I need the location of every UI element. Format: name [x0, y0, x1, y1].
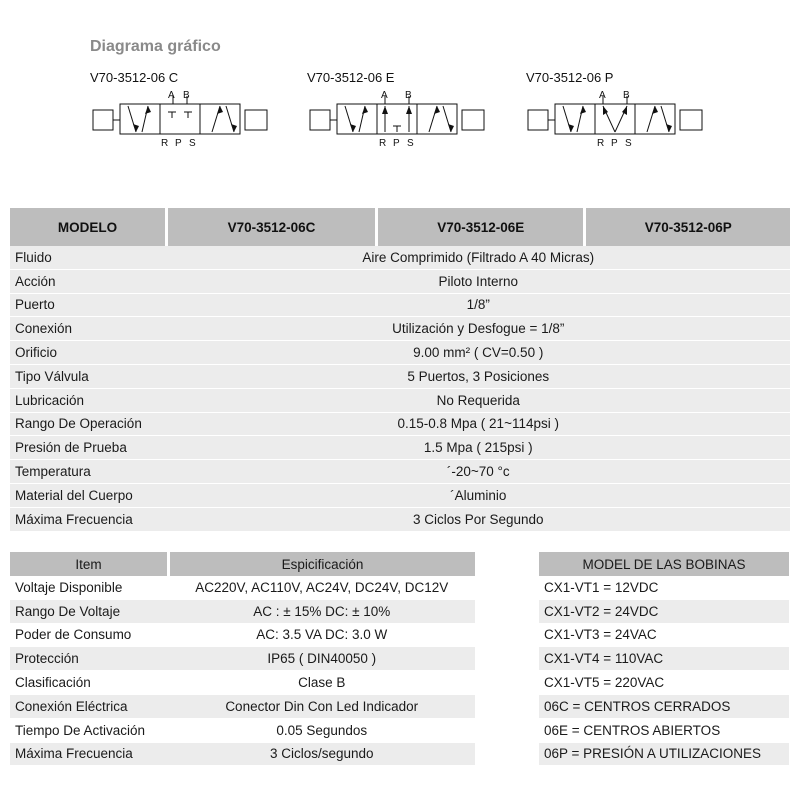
header-06p: V70-3512-06P: [585, 208, 790, 246]
coil-entry: 06P = PRESIÓN A UTILIZACIONES: [539, 742, 789, 766]
row-name: Fluido: [10, 246, 167, 269]
port-r: R: [379, 138, 387, 149]
row-value: ´-20~70 °c: [167, 460, 791, 484]
row-value: 0.05 Segundos: [169, 718, 476, 742]
row-name: Lubricación: [10, 388, 167, 412]
row-name: Material del Cuerpo: [10, 483, 167, 507]
port-p: P: [393, 138, 400, 149]
row-value: AC220V, AC110V, AC24V, DC24V, DC12V: [169, 576, 476, 599]
table-row: [10, 269, 790, 293]
table-row: [10, 341, 790, 365]
row-value: AC : ± 15% DC: ± 10%: [169, 599, 476, 623]
table-row: [539, 671, 789, 695]
row-value: 5 Puertos, 3 Posiciones: [167, 364, 791, 388]
electrical-table: [10, 552, 475, 766]
coil-entry: CX1-VT5 = 220VAC: [539, 671, 789, 695]
spec-header-row: [10, 208, 790, 246]
diagram-label-e: V70-3512-06 E: [307, 70, 395, 85]
port-s: S: [407, 138, 414, 149]
row-value: No Requerida: [167, 388, 791, 412]
header-especificacion: Espicificación: [169, 552, 476, 576]
table-row: [539, 694, 789, 718]
table-row: [10, 694, 475, 718]
row-name: Orificio: [10, 341, 167, 365]
port-b: B: [183, 90, 190, 101]
spec-table: [10, 208, 790, 532]
row-name: Presión de Prueba: [10, 436, 167, 460]
table-row: [10, 647, 475, 671]
table-row: [10, 364, 790, 388]
port-a: A: [168, 90, 175, 101]
row-name: Puerto: [10, 293, 167, 317]
table-row: [539, 623, 789, 647]
table-row: [539, 599, 789, 623]
port-s: S: [189, 138, 196, 149]
row-name: Rango De Voltaje: [10, 599, 169, 623]
header-modelo: MODELO: [10, 208, 167, 246]
port-r: R: [597, 138, 605, 149]
row-value: 3 Ciclos/segundo: [169, 742, 476, 766]
port-p: P: [611, 138, 618, 149]
coil-entry: 06E = CENTROS ABIERTOS: [539, 718, 789, 742]
table-row: [10, 718, 475, 742]
port-s: S: [625, 138, 632, 149]
table-row: [10, 599, 475, 623]
row-value: AC: 3.5 VA DC: 3.0 W: [169, 623, 476, 647]
header-06c: V70-3512-06C: [167, 208, 377, 246]
table-row: [539, 742, 789, 766]
coil-entry: CX1-VT3 = 24VAC: [539, 623, 789, 647]
row-name: Acción: [10, 269, 167, 293]
electrical-header-row: [10, 552, 475, 576]
row-name: Clasificación: [10, 671, 169, 695]
table-row: [539, 647, 789, 671]
coil-entry: CX1-VT1 = 12VDC: [539, 576, 789, 599]
table-row: [10, 623, 475, 647]
valve-diagram-c: [88, 88, 273, 150]
diagram-label-c: V70-3512-06 C: [90, 70, 179, 85]
row-name: Temperatura: [10, 460, 167, 484]
table-row: [10, 483, 790, 507]
table-row: [10, 576, 475, 599]
row-name: Tipo Válvula: [10, 364, 167, 388]
port-r: R: [161, 138, 169, 149]
table-row: [10, 507, 790, 531]
header-06e: V70-3512-06E: [377, 208, 585, 246]
row-value: Aire Comprimido (Filtrado A 40 Micras): [167, 246, 791, 269]
table-row: [10, 246, 790, 269]
port-p: P: [175, 138, 182, 149]
port-b: B: [405, 90, 412, 101]
table-row: [10, 388, 790, 412]
row-value: 3 Ciclos Por Segundo: [167, 507, 791, 531]
table-row: [539, 718, 789, 742]
diagram-label-p: V70-3512-06 P: [526, 70, 614, 85]
row-value: Clase B: [169, 671, 476, 695]
valve-diagram-p: [523, 88, 708, 150]
coil-entry: CX1-VT4 = 110VAC: [539, 647, 789, 671]
table-row: [539, 576, 789, 599]
row-name: Poder de Consumo: [10, 623, 169, 647]
table-row: [10, 436, 790, 460]
row-name: Máxima Frecuencia: [10, 507, 167, 531]
row-name: Protección: [10, 647, 169, 671]
valve-diagram-e: [305, 88, 490, 150]
row-value: 9.00 mm² ( CV=0.50 ): [167, 341, 791, 365]
row-value: Piloto Interno: [167, 269, 791, 293]
row-name: Conexión Eléctrica: [10, 694, 169, 718]
header-coil-model: MODEL DE LAS BOBINAS: [539, 552, 789, 576]
row-value: Utilización y Desfogue = 1/8”: [167, 317, 791, 341]
port-a: A: [599, 90, 606, 101]
port-a: A: [381, 90, 388, 101]
coil-table: [539, 552, 789, 766]
header-item: Item: [10, 552, 169, 576]
table-row: [10, 412, 790, 436]
row-name: Conexión: [10, 317, 167, 341]
row-name: Rango De Operación: [10, 412, 167, 436]
row-value: IP65 ( DIN40050 ): [169, 647, 476, 671]
row-value: Conector Din Con Led Indicador: [169, 694, 476, 718]
table-row: [10, 671, 475, 695]
coil-header-row: [539, 552, 789, 576]
table-row: [10, 317, 790, 341]
table-row: [10, 742, 475, 766]
row-value: 1.5 Mpa ( 215psi ): [167, 436, 791, 460]
coil-entry: 06C = CENTROS CERRADOS: [539, 694, 789, 718]
port-b: B: [623, 90, 630, 101]
section-title: Diagrama gráfico: [90, 38, 221, 55]
row-name: Voltaje Disponible: [10, 576, 169, 599]
row-name: Máxima Frecuencia: [10, 742, 169, 766]
row-value: ´Aluminio: [167, 483, 791, 507]
coil-entry: CX1-VT2 = 24VDC: [539, 599, 789, 623]
row-value: 0.15-0.8 Mpa ( 21~114psi ): [167, 412, 791, 436]
table-row: [10, 460, 790, 484]
row-value: 1/8”: [167, 293, 791, 317]
row-name: Tiempo De Activación: [10, 718, 169, 742]
table-row: [10, 293, 790, 317]
